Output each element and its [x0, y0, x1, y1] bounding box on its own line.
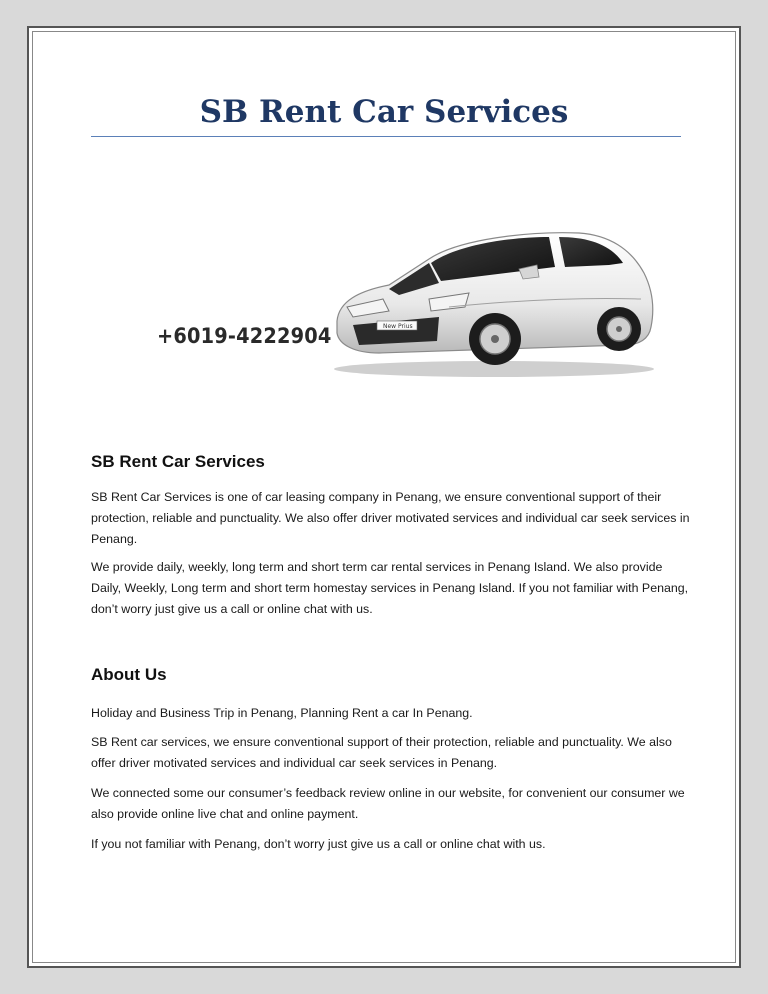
about-paragraph-3: We connected some our consumer’s feedback review online in our website, for convenient our consumer we also provide online live chat and online payment.: [91, 786, 685, 821]
about-paragraph-4: If you not familiar with Penang, don’t worry just give us a call or online chat with us.: [91, 837, 546, 851]
services-paragraph-2: We provide daily, weekly, long term and short term car rental services in Penang Island. We also provide Daily, Weekly, Long term and short term homestay services in Penang Island. If you not familiar with Penang, don’t worry just give us a call or online chat with us.: [91, 560, 689, 616]
services-paragraph-1: SB Rent Car Services is one of car leasing company in Penang, we ensure conventional support of their protection, reliable and punctuality. We also offer driver motivated services and individual car seek services in Penang.: [91, 490, 690, 546]
document-page: [27, 26, 741, 968]
section-heading-services: SB Rent Car Services: [91, 452, 265, 471]
phone-number: +6019-4222904: [157, 324, 332, 348]
about-paragraph-2: SB Rent car services, we ensure conventional support of their protection, reliable and punctuality. We also offer driver motivated services and individual car seek services in Penang.: [91, 735, 672, 770]
document-title: SB Rent Car Services: [199, 94, 569, 130]
section-heading-about: About Us: [91, 665, 167, 684]
title-underline: [91, 136, 681, 137]
car-plate-text: New Prius: [383, 323, 413, 330]
car-image: [319, 203, 659, 383]
about-paragraph-1: Holiday and Business Trip in Penang, Planning Rent a car In Penang.: [91, 706, 473, 720]
